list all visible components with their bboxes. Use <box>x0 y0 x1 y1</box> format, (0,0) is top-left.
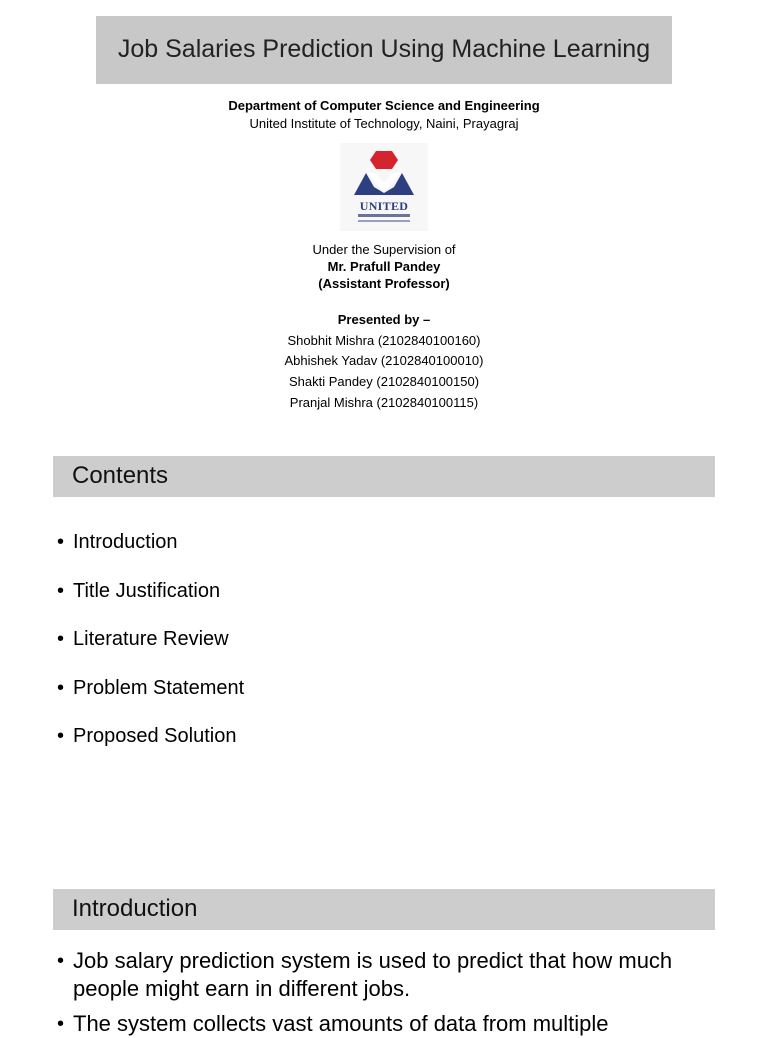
logo-tagline-line <box>358 220 410 222</box>
contents-title: Contents <box>72 462 169 489</box>
department-name: Department of Computer Science and Engineering <box>228 98 540 113</box>
contents-item <box>57 579 220 603</box>
supervision-intro: Under the Supervision of <box>312 242 456 257</box>
contents-item-label: Literature Review <box>73 628 229 650</box>
contents-item-label: Proposed Solution <box>73 725 237 747</box>
introduction-bullet <box>57 947 697 1003</box>
bullet-icon: • <box>57 580 65 602</box>
supervisor-name: Mr. Prafull Pandey <box>327 259 441 274</box>
institute-logo <box>340 143 428 231</box>
bullet-icon: • <box>57 1013 65 1035</box>
logo-subtitle-line <box>358 214 410 217</box>
introduction-bullet-text: The system collects vast amounts of data from multiple <box>73 1011 609 1036</box>
contents-item-label: Introduction <box>73 531 178 553</box>
presenters-heading: Presented by – <box>337 312 431 327</box>
bullet-icon: • <box>57 531 65 553</box>
contents-item <box>57 676 244 700</box>
presenter-item: Shakti Pandey (2102840100150) <box>288 374 480 389</box>
contents-item-label: Title Justification <box>73 580 221 602</box>
supervisor-designation: (Assistant Professor) <box>318 276 450 291</box>
bullet-icon: • <box>57 677 65 699</box>
introduction-bullet-text: Job salary prediction system is used to predict that how much people might earn in different jobs. <box>73 948 673 1001</box>
page-title: Job Salaries Prediction Using Machine Learning <box>117 35 651 63</box>
introduction-header <box>53 889 715 930</box>
presenter-item: Abhishek Yadav (2102840100010) <box>284 353 484 368</box>
bullet-icon: • <box>57 950 65 972</box>
contents-item <box>57 530 178 554</box>
introduction-bullet <box>57 1010 697 1038</box>
presenter-item: Pranjal Mishra (2102840100115) <box>289 395 479 410</box>
contents-item <box>57 627 229 651</box>
presenter-item: Shobhit Mishra (2102840100160) <box>287 333 481 348</box>
introduction-title: Introduction <box>72 895 198 922</box>
contents-item <box>57 724 236 748</box>
bullet-icon: • <box>57 725 65 747</box>
contents-header <box>53 456 715 497</box>
bullet-icon: • <box>57 628 65 650</box>
institute-name: United Institute of Technology, Naini, Prayagraj <box>249 116 519 131</box>
logo-wordmark: UNITED <box>359 199 409 213</box>
contents-item-label: Problem Statement <box>73 677 245 699</box>
logo-emblem-icon <box>340 143 428 231</box>
title-banner <box>96 16 672 84</box>
